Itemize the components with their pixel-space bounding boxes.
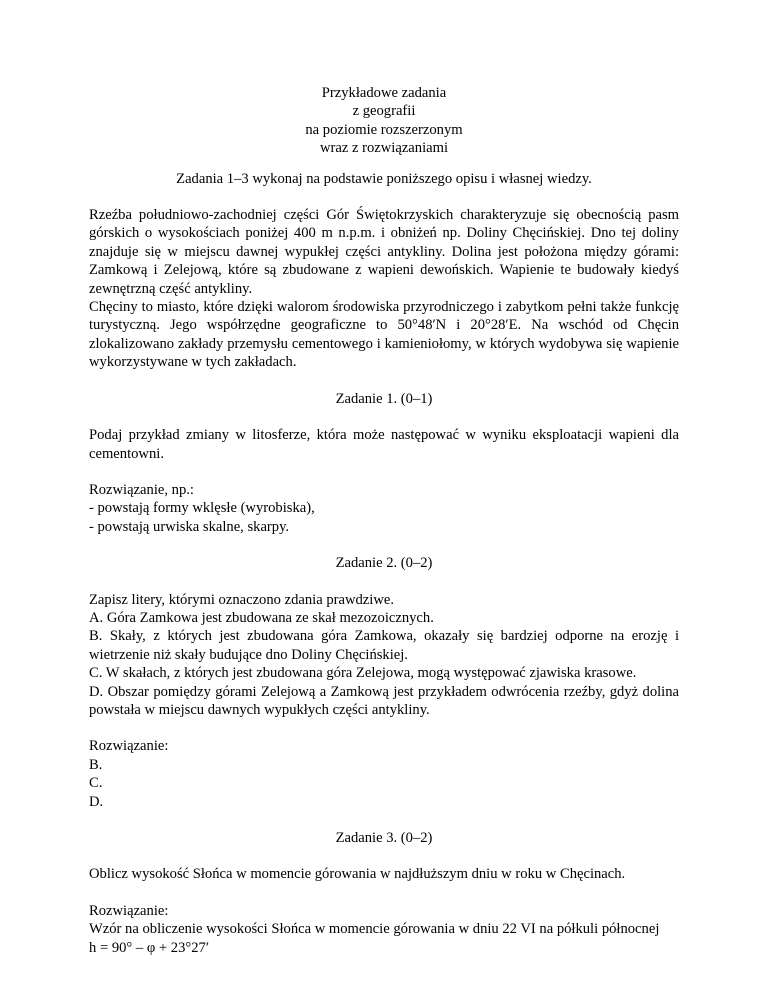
task3-heading: Zadanie 3. (0–2) [335,830,433,846]
task3-formula: h = 90° – φ + 23°27′ [89,939,210,956]
task2-statement-b: B. Skały, z których jest zbudowana góra Zamkowa, okazały się bardziej odporne na erozję i wietrzenie niż skały budujące dno Doliny Chęcińskiej. [89,628,679,663]
title-line-2: z geografii [352,103,416,120]
task1-solution-label: Rozwiązanie, np.: [89,481,194,498]
task2-statement-d: D. Obszar pomiędzy górami Zelejową a Zamkową jest przykładem odwrócenia rzeźby, gdyż dolina powstała w miejscu dawnych wypukłych części antykliny. [89,683,679,718]
task2-statement-a: A. Góra Zamkowa jest zbudowana ze skał mezozoicznych. [89,609,434,626]
document-title [89,84,679,158]
description [89,206,679,372]
task2-solution [89,737,679,811]
task2-statements [89,591,679,720]
task1-solution-item: - powstają urwiska skalne, skarpy. [89,518,290,535]
document-page [89,84,679,957]
task3-formula-description: Wzór na obliczenie wysokości Słońca w momencie górowania w dniu 22 VI na półkuli północnej [89,921,660,938]
intro-heading: Zadania 1–3 wykonaj na podstawie poniższego opisu i własnej wiedzy. [176,170,592,187]
task1-solution [89,481,679,536]
task2-heading: Zadanie 2. (0–2) [335,555,433,572]
description-paragraph-2: Chęciny to miasto, które dzięki walorom środowiska przyrodniczego i zabytkom pełni także funkcję turystyczną. Jego współrzędne geograficzne to 50°48′N i 20°28′E. Na wschód od Chęcin zlokalizowano zakłady przemysłu cementowego i kamieniołomy, w których wydobywa się wapienie wykorzystywane w tych zakładach. [89,299,679,371]
task1-question: Podaj przykład zmiany w litosferze, która może następować w wyniku eksploatacji wapieni dla cementowni. [89,427,679,462]
task2-answer: B. [89,756,103,773]
task2-answer: D. [89,793,104,810]
task3-solution [89,902,679,957]
title-line-1: Przykładowe zadania [321,85,447,101]
task2-solution-label: Rozwiązanie: [89,738,169,755]
description-paragraph-1: Rzeźba południowo-zachodniej części Gór Świętokrzyskich charakteryzuje się obecnością pasm górskich o wysokościach poniżej 400 m n.p.m. i obniżeń np. Doliny Chęcińskiej. Dno tej doliny znajduje się w miejscu dawnej wypukłej części antykliny. Dolina jest położona między górami: Zamkową i Zelejową, które są zbudowane z wapieni dewońskich. Wapienie te budowały kiedyś zewnętrzną część antykliny. [89,207,679,297]
task2-answer: C. [89,775,103,792]
title-line-3: na poziomie rozszerzonym [305,121,463,138]
task2-instruction: Zapisz litery, którymi oznaczono zdania prawdziwe. [89,591,394,608]
task1-solution-item: - powstają formy wklęsłe (wyrobiska), [89,500,315,517]
task3-question: Oblicz wysokość Słońca w momencie górowania w najdłuższym dniu w roku w Chęcinach. [89,866,626,883]
task2-statement-c: C. W skałach, z których jest zbudowana góra Zelejowa, mogą występować zjawiska krasowe. [89,665,637,682]
task1-heading: Zadanie 1. (0–1) [335,390,433,407]
task3-solution-label: Rozwiązanie: [89,902,169,919]
title-line-4: wraz z rozwiązaniami [319,140,449,157]
